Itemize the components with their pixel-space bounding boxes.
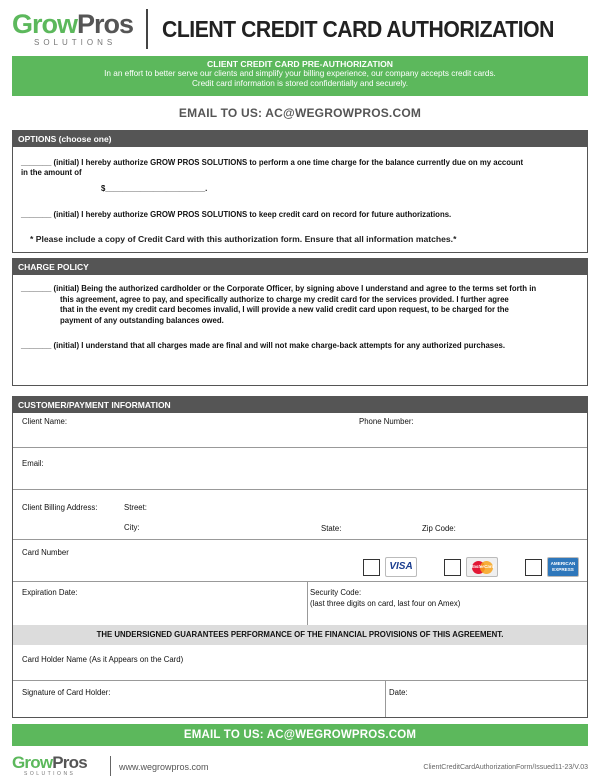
security-code-field[interactable]: Security Code: [310, 588, 362, 597]
visa-card-icon: VISA [385, 557, 417, 577]
charge-policy-agreement[interactable] [21, 284, 581, 326]
client-name-field[interactable]: Client Name: [22, 417, 68, 426]
banner-title: CLIENT CREDIT CARD PRE-AUTHORIZATION [206, 59, 394, 69]
banner-line-1: In an effort to better serve our clients and simplify your billing experience, our company accepts credit cards. [104, 69, 496, 78]
guarantee-statement: THE UNDERSIGNED GUARANTEES PERFORMANCE OF THE FINANCIAL PROVISIONS OF THIS AGREEMENT. [13, 625, 587, 645]
grow-pros-logo [12, 9, 132, 49]
mastercard-card-icon [466, 557, 498, 577]
divider [307, 581, 308, 625]
card-holder-name-field[interactable]: Card Holder Name (As it Appears on the Card) [22, 655, 184, 664]
customer-payment-section [12, 396, 588, 718]
option1-amount-label: in the amount of [21, 168, 82, 177]
option1-amount-field[interactable]: $_______________________. [101, 184, 208, 193]
city-field[interactable]: City: [124, 523, 140, 532]
footer-website-link[interactable]: www.wegrowpros.com [119, 762, 209, 772]
agreement-initial-line: _______ [21, 284, 52, 293]
option-keep-on-record[interactable]: _______ (initial) I hereby authorize GROW PROS SOLUTIONS to keep credit card on record for future authorizations. [21, 210, 452, 219]
charge-policy-heading: CHARGE POLICY [13, 259, 587, 275]
agreement-line-4: payment of any outstanding balances owed. [60, 315, 224, 325]
copy-of-card-note: * Please include a copy of Credit Card with this authorization form. Ensure that all information matches.* [30, 234, 457, 244]
footer-divider [110, 756, 111, 776]
expiration-date-field[interactable]: Expiration Date: [22, 588, 78, 597]
email-instruction: EMAIL TO US: AC@WEGROWPROS.COM [178, 106, 422, 120]
divider [13, 581, 587, 582]
divider [13, 539, 587, 540]
options-heading: OPTIONS (choose one) [13, 131, 587, 147]
street-field[interactable]: Street: [124, 503, 147, 512]
footer-logo [12, 754, 87, 772]
pre-authorization-banner [12, 56, 588, 96]
footer-logo-grow: Grow [12, 753, 53, 772]
header-divider [146, 9, 148, 49]
logo-subtitle: SOLUTIONS [34, 38, 117, 47]
footer-logo-pros: Pros [52, 753, 87, 772]
agreement-line-3: that in the event my credit card becomes invalid, I will provide a new valid credit card upon request, to be charged for the [60, 305, 509, 314]
divider [13, 489, 587, 490]
agreement-line-2: this agreement, agree to pay, and specifically authorize to charge my credit card for the services provided. I further agree [60, 294, 509, 304]
form-code: ClientCreditCardAuthorizationForm/Issued11-23/V.03 [423, 764, 588, 771]
logo-grow-text: Grow [12, 9, 78, 39]
customer-heading: CUSTOMER/PAYMENT INFORMATION [13, 397, 587, 413]
divider [13, 680, 587, 681]
option-one-time-charge[interactable] [21, 158, 581, 178]
options-section [12, 130, 588, 253]
mastercard-label: MasterCard [469, 564, 495, 569]
state-field[interactable]: State: [321, 524, 342, 533]
mastercard-checkbox[interactable] [444, 559, 461, 576]
logo-pros-text: Pros [77, 9, 134, 39]
amex-checkbox[interactable] [525, 559, 542, 576]
footer-logo-subtitle: SOLUTIONS [24, 771, 76, 777]
phone-number-field[interactable]: Phone Number: [359, 417, 414, 426]
agreement-line-1: (initial) Being the authorized cardholder or the Corporate Officer, by signing above I understand and agree to the terms set forth in [53, 284, 537, 293]
security-code-note: (last three digits on card, last four on Amex) [310, 599, 461, 608]
banner-line-2: Credit card information is stored confidentially and securely. [191, 79, 408, 88]
document-header [12, 8, 588, 50]
footer [12, 754, 588, 780]
option1-text: _______ (initial) I hereby authorize GROW PROS SOLUTIONS to perform a one time charge for the balance currently due on my account [21, 158, 524, 167]
divider [13, 447, 587, 448]
billing-address-label: Client Billing Address: [22, 503, 98, 512]
charge-policy-no-chargeback[interactable]: _______ (initial) I understand that all charges made are final and will not make charge-back attempts for any authorized purchases. [21, 341, 505, 350]
zip-code-field[interactable]: Zip Code: [422, 524, 456, 533]
email-field[interactable]: Email: [22, 459, 44, 468]
charge-policy-section [12, 258, 588, 386]
card-number-field[interactable]: Card Number [22, 548, 69, 557]
bottom-email-banner: EMAIL TO US: AC@WEGROWPROS.COM [12, 724, 588, 746]
signature-field[interactable]: Signature of Card Holder: [22, 688, 111, 697]
document-title: CLIENT CREDIT CARD AUTHORIZATION [161, 15, 554, 42]
amex-card-icon: AMERICAN EXPRESS [547, 557, 579, 577]
divider [385, 680, 386, 717]
date-field[interactable]: Date: [389, 688, 408, 697]
visa-checkbox[interactable] [363, 559, 380, 576]
